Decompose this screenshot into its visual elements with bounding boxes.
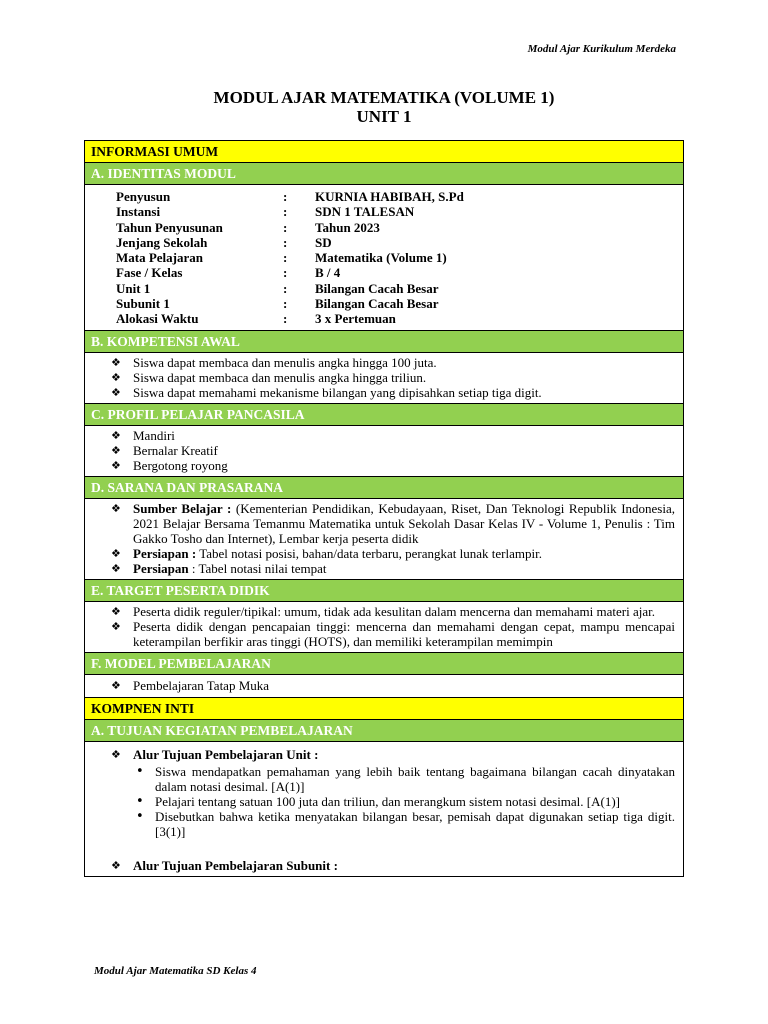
identitas-table	[85, 185, 683, 331]
list-item	[111, 858, 675, 873]
list-item	[111, 546, 675, 561]
identitas-colon: :	[283, 250, 288, 266]
list-item	[111, 370, 675, 385]
list-item	[111, 501, 675, 546]
identitas-row	[85, 296, 683, 311]
section-tujuan-heading: A. TUJUAN KEGIATAN PEMBELAJARAN	[85, 720, 683, 742]
identitas-key: Alokasi Waktu	[116, 311, 199, 327]
running-header: Modul Ajar Kurikulum Merdeka	[527, 43, 676, 55]
section-kompetensi-heading: B. KOMPETENSI AWAL	[85, 331, 683, 353]
identitas-key: Fase / Kelas	[116, 265, 183, 281]
kompetensi-list	[85, 353, 683, 404]
list-item-text: Bergotong royong	[133, 457, 228, 473]
sub-list-item-text: Siswa mendapatkan pemahaman yang lebih baik tentang bagaimana bilangan cacah dinyatakan dalam notasi desimal. [A(1)]	[155, 763, 675, 794]
item-text: Tabel notasi posisi, bahan/data terbaru, perangkat lunak terlampir.	[196, 545, 542, 561]
diamond-bullet-icon: ❖	[111, 546, 121, 560]
identitas-row	[85, 204, 683, 219]
unit-sublist	[111, 764, 675, 839]
sub-list-item-text: Pelajari tentang satuan 100 juta dan triliun, dan merangkum sistem notasi desimal. [A(1)]	[155, 793, 620, 809]
diamond-bullet-icon: ❖	[111, 561, 121, 575]
list-item	[111, 678, 675, 693]
diamond-bullet-icon: ❖	[111, 443, 121, 457]
diamond-bullet-icon: ❖	[111, 355, 121, 369]
tujuan-list	[85, 742, 683, 876]
list-item	[111, 458, 675, 473]
diamond-bullet-icon: ❖	[111, 858, 121, 872]
target-list	[85, 602, 683, 653]
dot-bullet-icon: •	[136, 763, 144, 779]
identitas-key: Penyusun	[116, 189, 171, 204]
list-item-text: Mandiri	[133, 427, 175, 443]
list-item-text: Peserta didik reguler/tipikal: umum, tidak ada kesulitan dalam mencerna dan memahami materi ajar.	[133, 603, 655, 619]
identitas-value: SD	[315, 234, 332, 250]
identitas-row	[85, 265, 683, 280]
module-table	[84, 140, 684, 877]
identitas-row	[85, 281, 683, 296]
list-item	[111, 561, 675, 576]
identitas-row	[85, 189, 683, 204]
identitas-colon: :	[283, 280, 288, 296]
identitas-colon: :	[283, 265, 288, 281]
identitas-row	[85, 235, 683, 250]
identitas-value: Bilangan Cacah Besar	[315, 280, 439, 296]
identitas-value: KURNIA HABIBAH, S.Pd	[315, 189, 464, 204]
running-footer: Modul Ajar Matematika SD Kelas 4	[94, 965, 257, 977]
section-sarana-heading: D. SARANA DAN PRASARANA	[85, 477, 683, 499]
identitas-value: Bilangan Cacah Besar	[315, 296, 439, 312]
item-label: Sumber Belajar :	[133, 500, 232, 516]
list-item-text: Peserta didik dengan pencapaian tinggi: mencerna dan memahami dengan cepat, mampu mencapai keterampilan berfikir aras tinggi (HOTS), dan memiliki keterampilan memimpin	[133, 618, 675, 649]
section-komponen-inti: KOMPNEN INTI	[85, 698, 683, 720]
sub-list-item	[133, 794, 675, 809]
identitas-key: Jenjang Sekolah	[116, 234, 208, 250]
identitas-key: Subunit 1	[116, 296, 170, 312]
diamond-bullet-icon: ❖	[111, 747, 121, 761]
title-line-1: MODUL AJAR MATEMATIKA (VOLUME 1)	[213, 88, 555, 107]
identitas-value: Matematika (Volume 1)	[315, 250, 447, 266]
list-item	[111, 443, 675, 458]
list-item-text: Bernalar Kreatif	[133, 442, 218, 458]
diamond-bullet-icon: ❖	[111, 501, 121, 515]
list-item-text: Siswa dapat membaca dan menulis angka hingga triliun.	[133, 369, 427, 385]
list-item-text: Siswa dapat membaca dan menulis angka hingga 100 juta.	[133, 354, 437, 370]
diamond-bullet-icon: ❖	[111, 619, 121, 633]
model-list	[85, 675, 683, 698]
identitas-colon: :	[283, 234, 288, 250]
section-model-heading: F. MODEL PEMBELAJARAN	[85, 653, 683, 675]
identitas-colon: :	[283, 311, 288, 327]
identitas-colon: :	[283, 219, 288, 235]
list-item	[111, 747, 675, 762]
identitas-key: Tahun Penyusunan	[116, 219, 223, 235]
list-item	[111, 385, 675, 400]
dot-bullet-icon: •	[136, 793, 144, 809]
list-item-text: Pembelajaran Tatap Muka	[133, 677, 270, 693]
sub-list-item	[133, 764, 675, 794]
identitas-key: Mata Pelajaran	[116, 250, 204, 266]
unit-label: Alur Tujuan Pembelajaran Unit :	[133, 746, 319, 762]
item-text: (Kementerian Pendidikan, Kebudayaan, Riset, Dan Teknologi Republik Indonesia, 2021 Belajar Bersama Temanmu Matematika untuk Sekolah Dasar Kelas IV - Volume 1, Penulis : Tim Gakko Tosho dan Internet), Lembar kerja peserta didik	[133, 500, 675, 546]
identitas-value: Tahun 2023	[315, 219, 380, 235]
title-line-2: UNIT 1	[356, 107, 412, 126]
section-identitas-heading: A. IDENTITAS MODUL	[85, 163, 683, 185]
diamond-bullet-icon: ❖	[111, 385, 121, 399]
list-item-text: Siswa dapat memahami mekanisme bilangan yang dipisahkan setiap tiga digit.	[133, 384, 542, 400]
subunit-label: Alur Tujuan Pembelajaran Subunit :	[133, 857, 338, 873]
sub-list-item	[133, 809, 675, 839]
item-text: : Tabel notasi nilai tempat	[188, 560, 327, 576]
section-profil-heading: C. PROFIL PELAJAR PANCASILA	[85, 404, 683, 426]
identitas-row	[85, 220, 683, 235]
diamond-bullet-icon: ❖	[111, 428, 121, 442]
identitas-row	[85, 311, 683, 326]
identitas-colon: :	[283, 189, 288, 204]
identitas-value: 3 x Pertemuan	[315, 311, 396, 327]
item-label: Persiapan	[133, 560, 189, 576]
identitas-key: Unit 1	[116, 280, 151, 296]
diamond-bullet-icon: ❖	[111, 370, 121, 384]
sub-list-item-text: Disebutkan bahwa ketika menyatakan bilangan besar, pemisah dapat digunakan setiap tiga digit. [3(1)]	[155, 808, 675, 839]
dot-bullet-icon: •	[136, 808, 144, 824]
identitas-colon: :	[283, 296, 288, 312]
item-label: Persiapan :	[133, 545, 197, 561]
diamond-bullet-icon: ❖	[111, 458, 121, 472]
profil-list	[85, 426, 683, 477]
sarana-list	[85, 499, 683, 580]
diamond-bullet-icon: ❖	[111, 678, 121, 692]
document-title	[0, 88, 768, 126]
list-item	[111, 619, 675, 649]
section-target-heading: E. TARGET PESERTA DIDIK	[85, 580, 683, 602]
list-item	[111, 428, 675, 443]
list-item	[111, 604, 675, 619]
diamond-bullet-icon: ❖	[111, 604, 121, 618]
list-item	[111, 355, 675, 370]
section-informasi-umum: INFORMASI UMUM	[85, 141, 683, 163]
identitas-row	[85, 250, 683, 265]
identitas-value: SDN 1 TALESAN	[315, 204, 415, 220]
identitas-key: Instansi	[116, 204, 161, 220]
identitas-value: B / 4	[315, 265, 341, 281]
identitas-colon: :	[283, 204, 288, 220]
